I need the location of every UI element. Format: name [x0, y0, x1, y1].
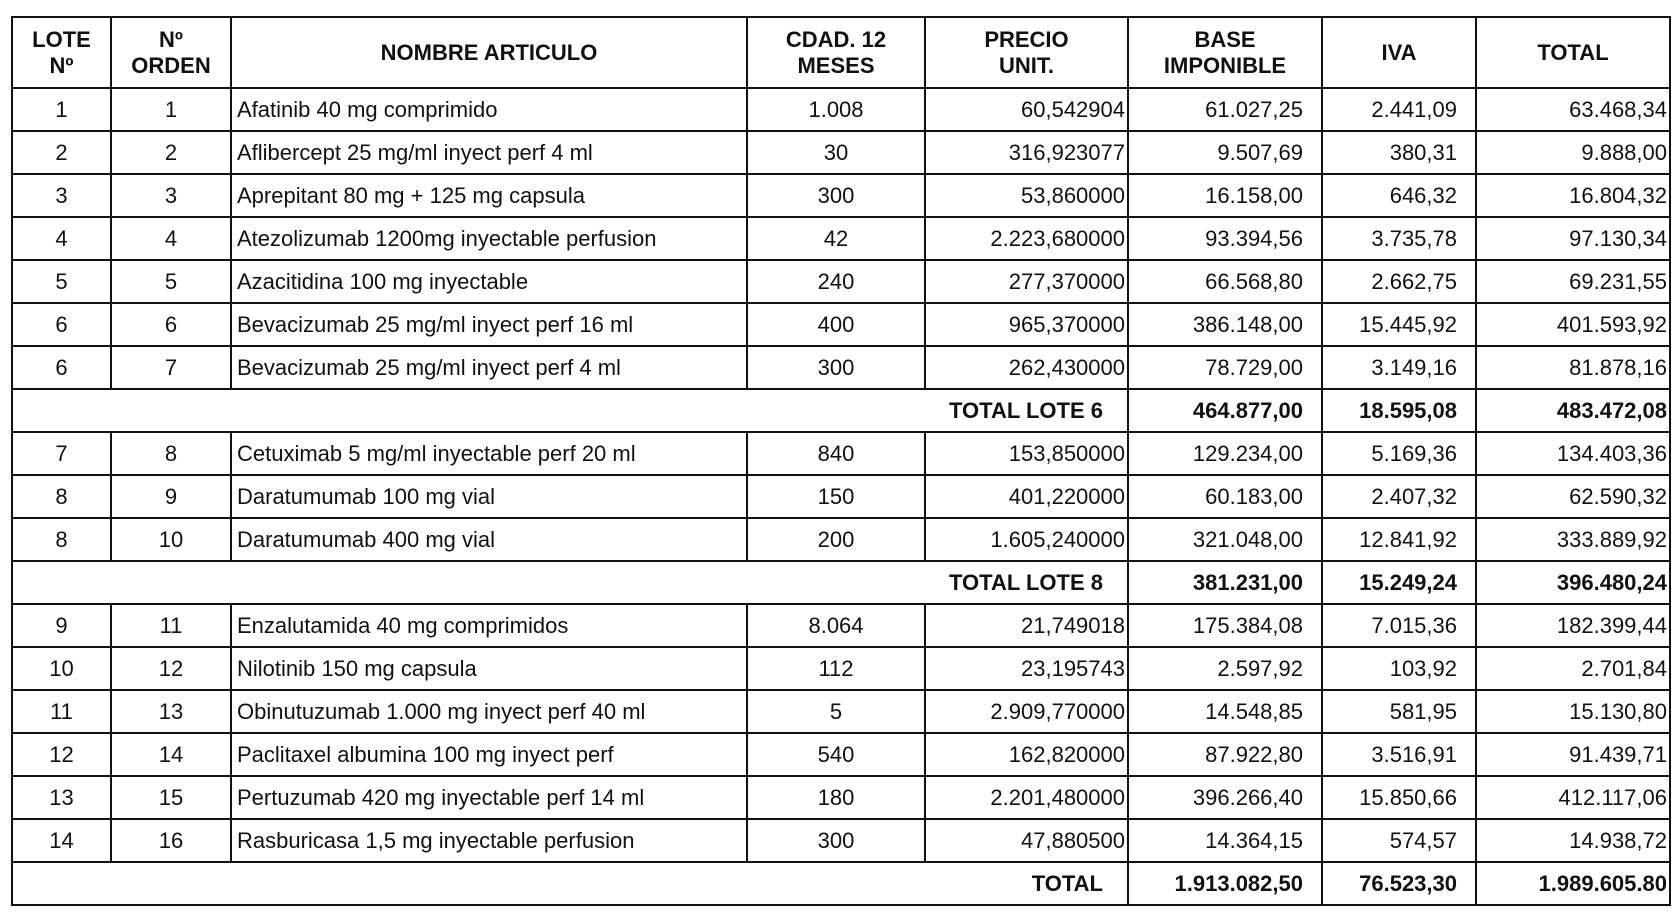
cell-nombre: Obinutuzumab 1.000 mg inyect perf 40 ml [231, 690, 747, 733]
cell-orden: 9 [111, 475, 231, 518]
cell-base: 129.234,00 [1128, 432, 1322, 475]
cell-total: 483.472,08 [1476, 389, 1670, 432]
cell-lote: 8 [12, 518, 111, 561]
cell-precio: 60,542904 [925, 88, 1128, 131]
cell-nombre: Bevacizumab 25 mg/ml inyect perf 16 ml [231, 303, 747, 346]
cell-lote: 12 [12, 733, 111, 776]
cell-base: 9.507,69 [1128, 131, 1322, 174]
cell-total: 396.480,24 [1476, 561, 1670, 604]
cell-orden: 11 [111, 604, 231, 647]
cell-orden: 1 [111, 88, 231, 131]
header-nombre: NOMBRE ARTICULO [231, 17, 747, 88]
cell-precio: 47,880500 [925, 819, 1128, 862]
cell-lote: 6 [12, 346, 111, 389]
table-row [12, 819, 1670, 862]
grand-total-label: TOTAL [12, 862, 1128, 905]
cell-cdad: 300 [747, 346, 925, 389]
cell-lote: 10 [12, 647, 111, 690]
header-orden: Nº ORDEN [111, 17, 231, 88]
cell-base: 396.266,40 [1128, 776, 1322, 819]
cell-precio: 162,820000 [925, 733, 1128, 776]
cell-total: 412.117,06 [1476, 776, 1670, 819]
grand-total-row [12, 862, 1670, 905]
cell-cdad: 30 [747, 131, 925, 174]
table-row [12, 88, 1670, 131]
table-row [12, 733, 1670, 776]
cell-base: 87.922,80 [1128, 733, 1322, 776]
cell-lote: 1 [12, 88, 111, 131]
cell-orden: 2 [111, 131, 231, 174]
cell-base: 16.158,00 [1128, 174, 1322, 217]
cell-orden: 8 [111, 432, 231, 475]
cell-base: 175.384,08 [1128, 604, 1322, 647]
cell-orden: 15 [111, 776, 231, 819]
subtotal-label: TOTAL LOTE 8 [12, 561, 1128, 604]
table-row [12, 776, 1670, 819]
cell-orden: 4 [111, 217, 231, 260]
cell-cdad: 840 [747, 432, 925, 475]
cell-nombre: Daratumumab 100 mg vial [231, 475, 747, 518]
cell-iva: 18.595,08 [1322, 389, 1476, 432]
cell-iva: 646,32 [1322, 174, 1476, 217]
cell-precio: 262,430000 [925, 346, 1128, 389]
cell-iva: 12.841,92 [1322, 518, 1476, 561]
cell-total: 62.590,32 [1476, 475, 1670, 518]
cell-orden: 3 [111, 174, 231, 217]
cell-base: 1.913.082,50 [1128, 862, 1322, 905]
cell-lote: 8 [12, 475, 111, 518]
cell-cdad: 300 [747, 819, 925, 862]
cell-base: 66.568,80 [1128, 260, 1322, 303]
cell-iva: 380,31 [1322, 131, 1476, 174]
cell-precio: 2.201,480000 [925, 776, 1128, 819]
cell-lote: 2 [12, 131, 111, 174]
cell-lote: 6 [12, 303, 111, 346]
cell-precio: 316,923077 [925, 131, 1128, 174]
cell-lote: 7 [12, 432, 111, 475]
cell-orden: 14 [111, 733, 231, 776]
cell-base: 386.148,00 [1128, 303, 1322, 346]
cell-nombre: Nilotinib 150 mg capsula [231, 647, 747, 690]
cell-total: 1.989.605.80 [1476, 862, 1670, 905]
cell-cdad: 5 [747, 690, 925, 733]
cell-base: 78.729,00 [1128, 346, 1322, 389]
table-row [12, 475, 1670, 518]
cell-cdad: 112 [747, 647, 925, 690]
cell-total: 2.701,84 [1476, 647, 1670, 690]
cell-base: 14.364,15 [1128, 819, 1322, 862]
subtotal-row [12, 389, 1670, 432]
cell-nombre: Daratumumab 400 mg vial [231, 518, 747, 561]
cell-iva: 574,57 [1322, 819, 1476, 862]
cell-orden: 7 [111, 346, 231, 389]
table-row [12, 174, 1670, 217]
subtotal-label: TOTAL LOTE 6 [12, 389, 1128, 432]
table-row [12, 131, 1670, 174]
cell-orden: 16 [111, 819, 231, 862]
cell-orden: 5 [111, 260, 231, 303]
cell-base: 2.597,92 [1128, 647, 1322, 690]
cell-precio: 153,850000 [925, 432, 1128, 475]
header-iva: IVA [1322, 17, 1476, 88]
cell-total: 63.468,34 [1476, 88, 1670, 131]
cell-total: 16.804,32 [1476, 174, 1670, 217]
cell-total: 81.878,16 [1476, 346, 1670, 389]
cell-base: 381.231,00 [1128, 561, 1322, 604]
cell-orden: 13 [111, 690, 231, 733]
table-row [12, 346, 1670, 389]
cell-nombre: Cetuximab 5 mg/ml inyectable perf 20 ml [231, 432, 747, 475]
cell-iva: 2.662,75 [1322, 260, 1476, 303]
cell-precio: 2.909,770000 [925, 690, 1128, 733]
header-base: BASE IMPONIBLE [1128, 17, 1322, 88]
cell-nombre: Bevacizumab 25 mg/ml inyect perf 4 ml [231, 346, 747, 389]
cell-iva: 2.407,32 [1322, 475, 1476, 518]
table-body [12, 88, 1670, 905]
cell-base: 14.548,85 [1128, 690, 1322, 733]
cell-iva: 76.523,30 [1322, 862, 1476, 905]
cell-cdad: 240 [747, 260, 925, 303]
subtotal-row [12, 561, 1670, 604]
table-row [12, 647, 1670, 690]
cell-base: 464.877,00 [1128, 389, 1322, 432]
cell-lote: 3 [12, 174, 111, 217]
cell-base: 321.048,00 [1128, 518, 1322, 561]
cell-base: 61.027,25 [1128, 88, 1322, 131]
cell-cdad: 180 [747, 776, 925, 819]
cell-lote: 11 [12, 690, 111, 733]
cell-total: 9.888,00 [1476, 131, 1670, 174]
cell-precio: 53,860000 [925, 174, 1128, 217]
cell-nombre: Enzalutamida 40 mg comprimidos [231, 604, 747, 647]
cell-total: 15.130,80 [1476, 690, 1670, 733]
cell-total: 14.938,72 [1476, 819, 1670, 862]
header-total: TOTAL [1476, 17, 1670, 88]
cell-cdad: 300 [747, 174, 925, 217]
cell-iva: 581,95 [1322, 690, 1476, 733]
table-row [12, 690, 1670, 733]
cell-iva: 103,92 [1322, 647, 1476, 690]
cell-orden: 10 [111, 518, 231, 561]
cell-precio: 401,220000 [925, 475, 1128, 518]
cell-total: 401.593,92 [1476, 303, 1670, 346]
table-row [12, 260, 1670, 303]
cell-precio: 277,370000 [925, 260, 1128, 303]
header-precio: PRECIO UNIT. [925, 17, 1128, 88]
cell-iva: 5.169,36 [1322, 432, 1476, 475]
cell-total: 69.231,55 [1476, 260, 1670, 303]
table-row [12, 303, 1670, 346]
cell-iva: 15.445,92 [1322, 303, 1476, 346]
cell-orden: 6 [111, 303, 231, 346]
cell-lote: 5 [12, 260, 111, 303]
cell-iva: 15.249,24 [1322, 561, 1476, 604]
cell-lote: 9 [12, 604, 111, 647]
header-lote: LOTE Nº [12, 17, 111, 88]
cell-cdad: 540 [747, 733, 925, 776]
cell-cdad: 8.064 [747, 604, 925, 647]
cell-nombre: Aprepitant 80 mg + 125 mg capsula [231, 174, 747, 217]
cell-precio: 2.223,680000 [925, 217, 1128, 260]
cell-iva: 7.015,36 [1322, 604, 1476, 647]
cell-nombre: Paclitaxel albumina 100 mg inyect perf [231, 733, 747, 776]
cell-iva: 2.441,09 [1322, 88, 1476, 131]
cell-cdad: 150 [747, 475, 925, 518]
lotes-table [11, 16, 1671, 906]
cell-nombre: Aflibercept 25 mg/ml inyect perf 4 ml [231, 131, 747, 174]
cell-iva: 3.149,16 [1322, 346, 1476, 389]
cell-lote: 14 [12, 819, 111, 862]
cell-cdad: 400 [747, 303, 925, 346]
table-row [12, 604, 1670, 647]
cell-iva: 3.516,91 [1322, 733, 1476, 776]
cell-total: 182.399,44 [1476, 604, 1670, 647]
cell-cdad: 42 [747, 217, 925, 260]
cell-base: 60.183,00 [1128, 475, 1322, 518]
cell-precio: 1.605,240000 [925, 518, 1128, 561]
cell-iva: 15.850,66 [1322, 776, 1476, 819]
cell-total: 333.889,92 [1476, 518, 1670, 561]
table-row [12, 432, 1670, 475]
cell-iva: 3.735,78 [1322, 217, 1476, 260]
cell-nombre: Azacitidina 100 mg inyectable [231, 260, 747, 303]
cell-precio: 23,195743 [925, 647, 1128, 690]
cell-cdad: 1.008 [747, 88, 925, 131]
header-row [12, 17, 1670, 88]
cell-total: 91.439,71 [1476, 733, 1670, 776]
cell-nombre: Afatinib 40 mg comprimido [231, 88, 747, 131]
cell-cdad: 200 [747, 518, 925, 561]
header-cdad: CDAD. 12 MESES [747, 17, 925, 88]
cell-lote: 4 [12, 217, 111, 260]
cell-nombre: Rasburicasa 1,5 mg inyectable perfusion [231, 819, 747, 862]
cell-precio: 21,749018 [925, 604, 1128, 647]
cell-base: 93.394,56 [1128, 217, 1322, 260]
cell-nombre: Pertuzumab 420 mg inyectable perf 14 ml [231, 776, 747, 819]
cell-lote: 13 [12, 776, 111, 819]
cell-precio: 965,370000 [925, 303, 1128, 346]
cell-total: 134.403,36 [1476, 432, 1670, 475]
cell-total: 97.130,34 [1476, 217, 1670, 260]
table-row [12, 217, 1670, 260]
table-row [12, 518, 1670, 561]
cell-orden: 12 [111, 647, 231, 690]
cell-nombre: Atezolizumab 1200mg inyectable perfusion [231, 217, 747, 260]
